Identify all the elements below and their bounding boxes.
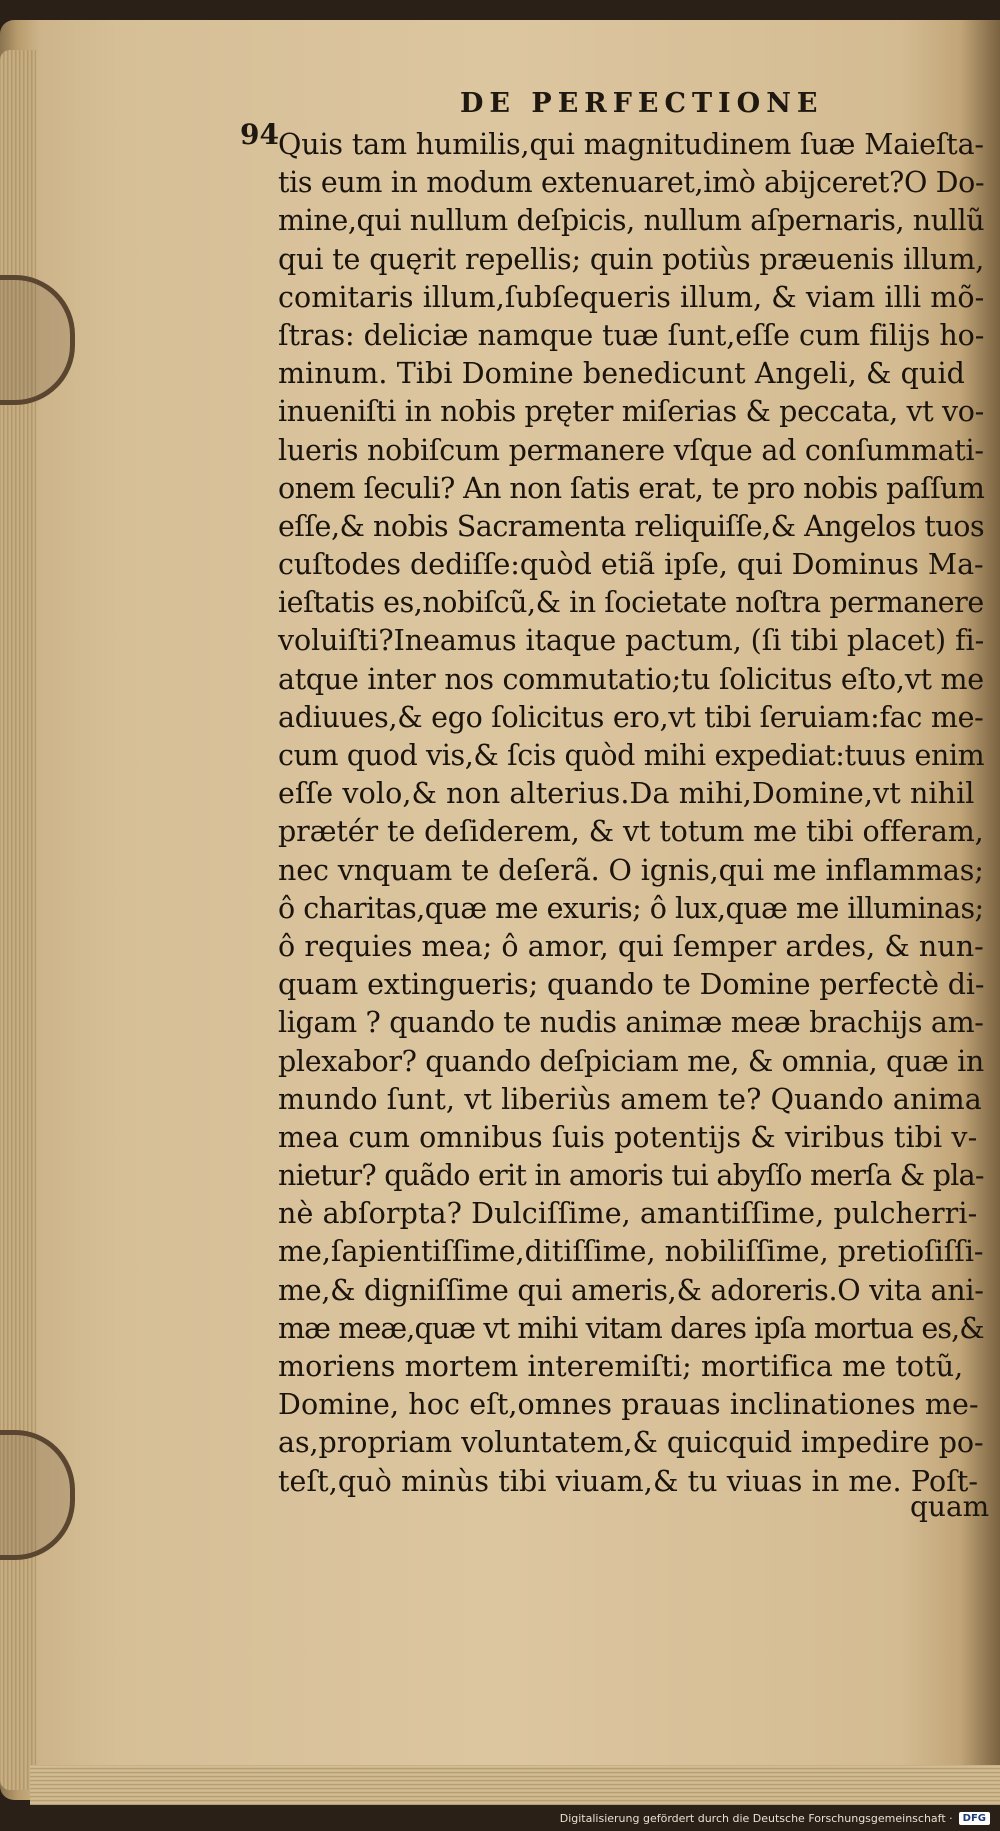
text-line: nè abſorpta? Dulciſſime, amantiſſime, pulcherri- [278, 1197, 978, 1231]
text-line: onem ſeculi? An non ſatis erat, te pro nobis paſſum [278, 471, 985, 505]
text-line: voluiſti?Ineamus itaque pactum, (ſi tibi placet) fi- [278, 624, 985, 658]
text-line: nec vnquam te deſerã. O ignis,qui me inflammas; [278, 853, 984, 887]
text-line: as,propriam voluntatem,& quicquid impedire po- [278, 1426, 984, 1460]
text-line: qui te quęrit repellis; quin potiùs præuenis illum, [278, 242, 985, 276]
text-line: plexabor? quando deſpiciam me, & omnia, quæ in [278, 1044, 984, 1078]
text-line: me,ſapientiſſime,ditiſſime, nobiliſſime, pretioſiſſi- [278, 1235, 984, 1269]
running-head: DE PERFECTIONE [460, 88, 824, 119]
text-line: tis eum in modum extenuaret,imò abijceret?O Do- [278, 166, 985, 200]
text-line: nietur? quãdo erit in amoris tui abyſſo merſa & pla- [278, 1159, 984, 1193]
credit-text: Digitalisierung gefördert durch die Deutsche Forschungsgemeinschaft · [559, 1812, 953, 1825]
text-line: me,& digniſſime qui ameris,& adoreris.O vita ani- [278, 1273, 984, 1307]
text-line: ô requies mea; ô amor, qui ſemper ardes, & nun- [278, 929, 984, 963]
text-line: minum. Tibi Domine benedicunt Angeli, & quid [278, 357, 966, 391]
text-line: inueniſti in nobis pręter miſerias & peccata, vt vo- [278, 395, 984, 429]
page-number: 94 [240, 118, 279, 151]
text-line: Quis tam humilis,qui magnitudinem ſuæ Maieſta- [278, 128, 984, 161]
text-line: mundo ſunt, vt liberiùs amem te? Quando anima [278, 1082, 982, 1116]
clasp-icon [0, 275, 75, 405]
catchword: quam [910, 1490, 990, 1523]
text-line: ſtras: deliciæ namque tuæ ſunt,eſſe cum filijs ho- [278, 318, 985, 352]
text-line: prætér te deſiderem, & vt totum me tibi offeram, [278, 815, 984, 849]
text-line: eſſe,& nobis Sacramenta reliquiſſe,& Angelos tuos [278, 509, 985, 543]
text-line: cum quod vis,& ſcis quòd mihi expediat:tuus enim [278, 739, 985, 772]
text-line: mine,qui nullum deſpicis, nullum aſpernaris, nullũ [278, 204, 985, 238]
text-line: comitaris illum,ſubſequeris illum, & viam illi mõ- [278, 280, 985, 314]
text-line: ieſtatis es,nobiſcũ,& in ſocietate noſtra permanere [278, 586, 984, 620]
digitization-credit [560, 1812, 990, 1825]
text-line: ô charitas,quæ me exuris; ô lux,quæ me illuminas; [278, 891, 984, 925]
text-line: teſt,quò minùs tibi viuam,& tu viuas in me. Poſt- [278, 1464, 979, 1498]
text-line: eſſe volo,& non alterius.Da mihi,Domine,vt nihil [278, 777, 975, 811]
text-line: ligam ? quando te nudis animæ meæ brachijs am- [278, 1006, 984, 1040]
clasp-icon [0, 1430, 75, 1560]
text-line: mea cum omnibus ſuis potentijs & viribus tibi v- [278, 1120, 978, 1154]
dfg-logo-icon: DFG [959, 1812, 990, 1825]
text-line: atque inter nos commutatio;tu ſolicitus eſto,vt me [278, 662, 984, 696]
text-line: adiuues,& ego ſolicitus ero,vt tibi ſeruiam:fac me- [278, 700, 984, 734]
text-line: mæ meæ,quæ vt mihi vitam dares ipſa mortua es,& [278, 1311, 984, 1345]
text-line: quam extingueris; quando te Domine perfectè di- [278, 968, 985, 1002]
text-line: moriens mortem interemiſti; mortifica me totũ, [278, 1350, 964, 1383]
text-line: Domine, hoc eſt,omnes prauas inclinationes me- [278, 1388, 979, 1422]
text-line: lueris nobiſcum permanere vſque ad conſummati- [278, 433, 984, 467]
page-edge-bottom [30, 1765, 1000, 1805]
text-line: cuſtodes dediſſe:quòd etiã ipſe, qui Dominus Ma- [278, 548, 984, 582]
body-text [278, 126, 984, 1501]
